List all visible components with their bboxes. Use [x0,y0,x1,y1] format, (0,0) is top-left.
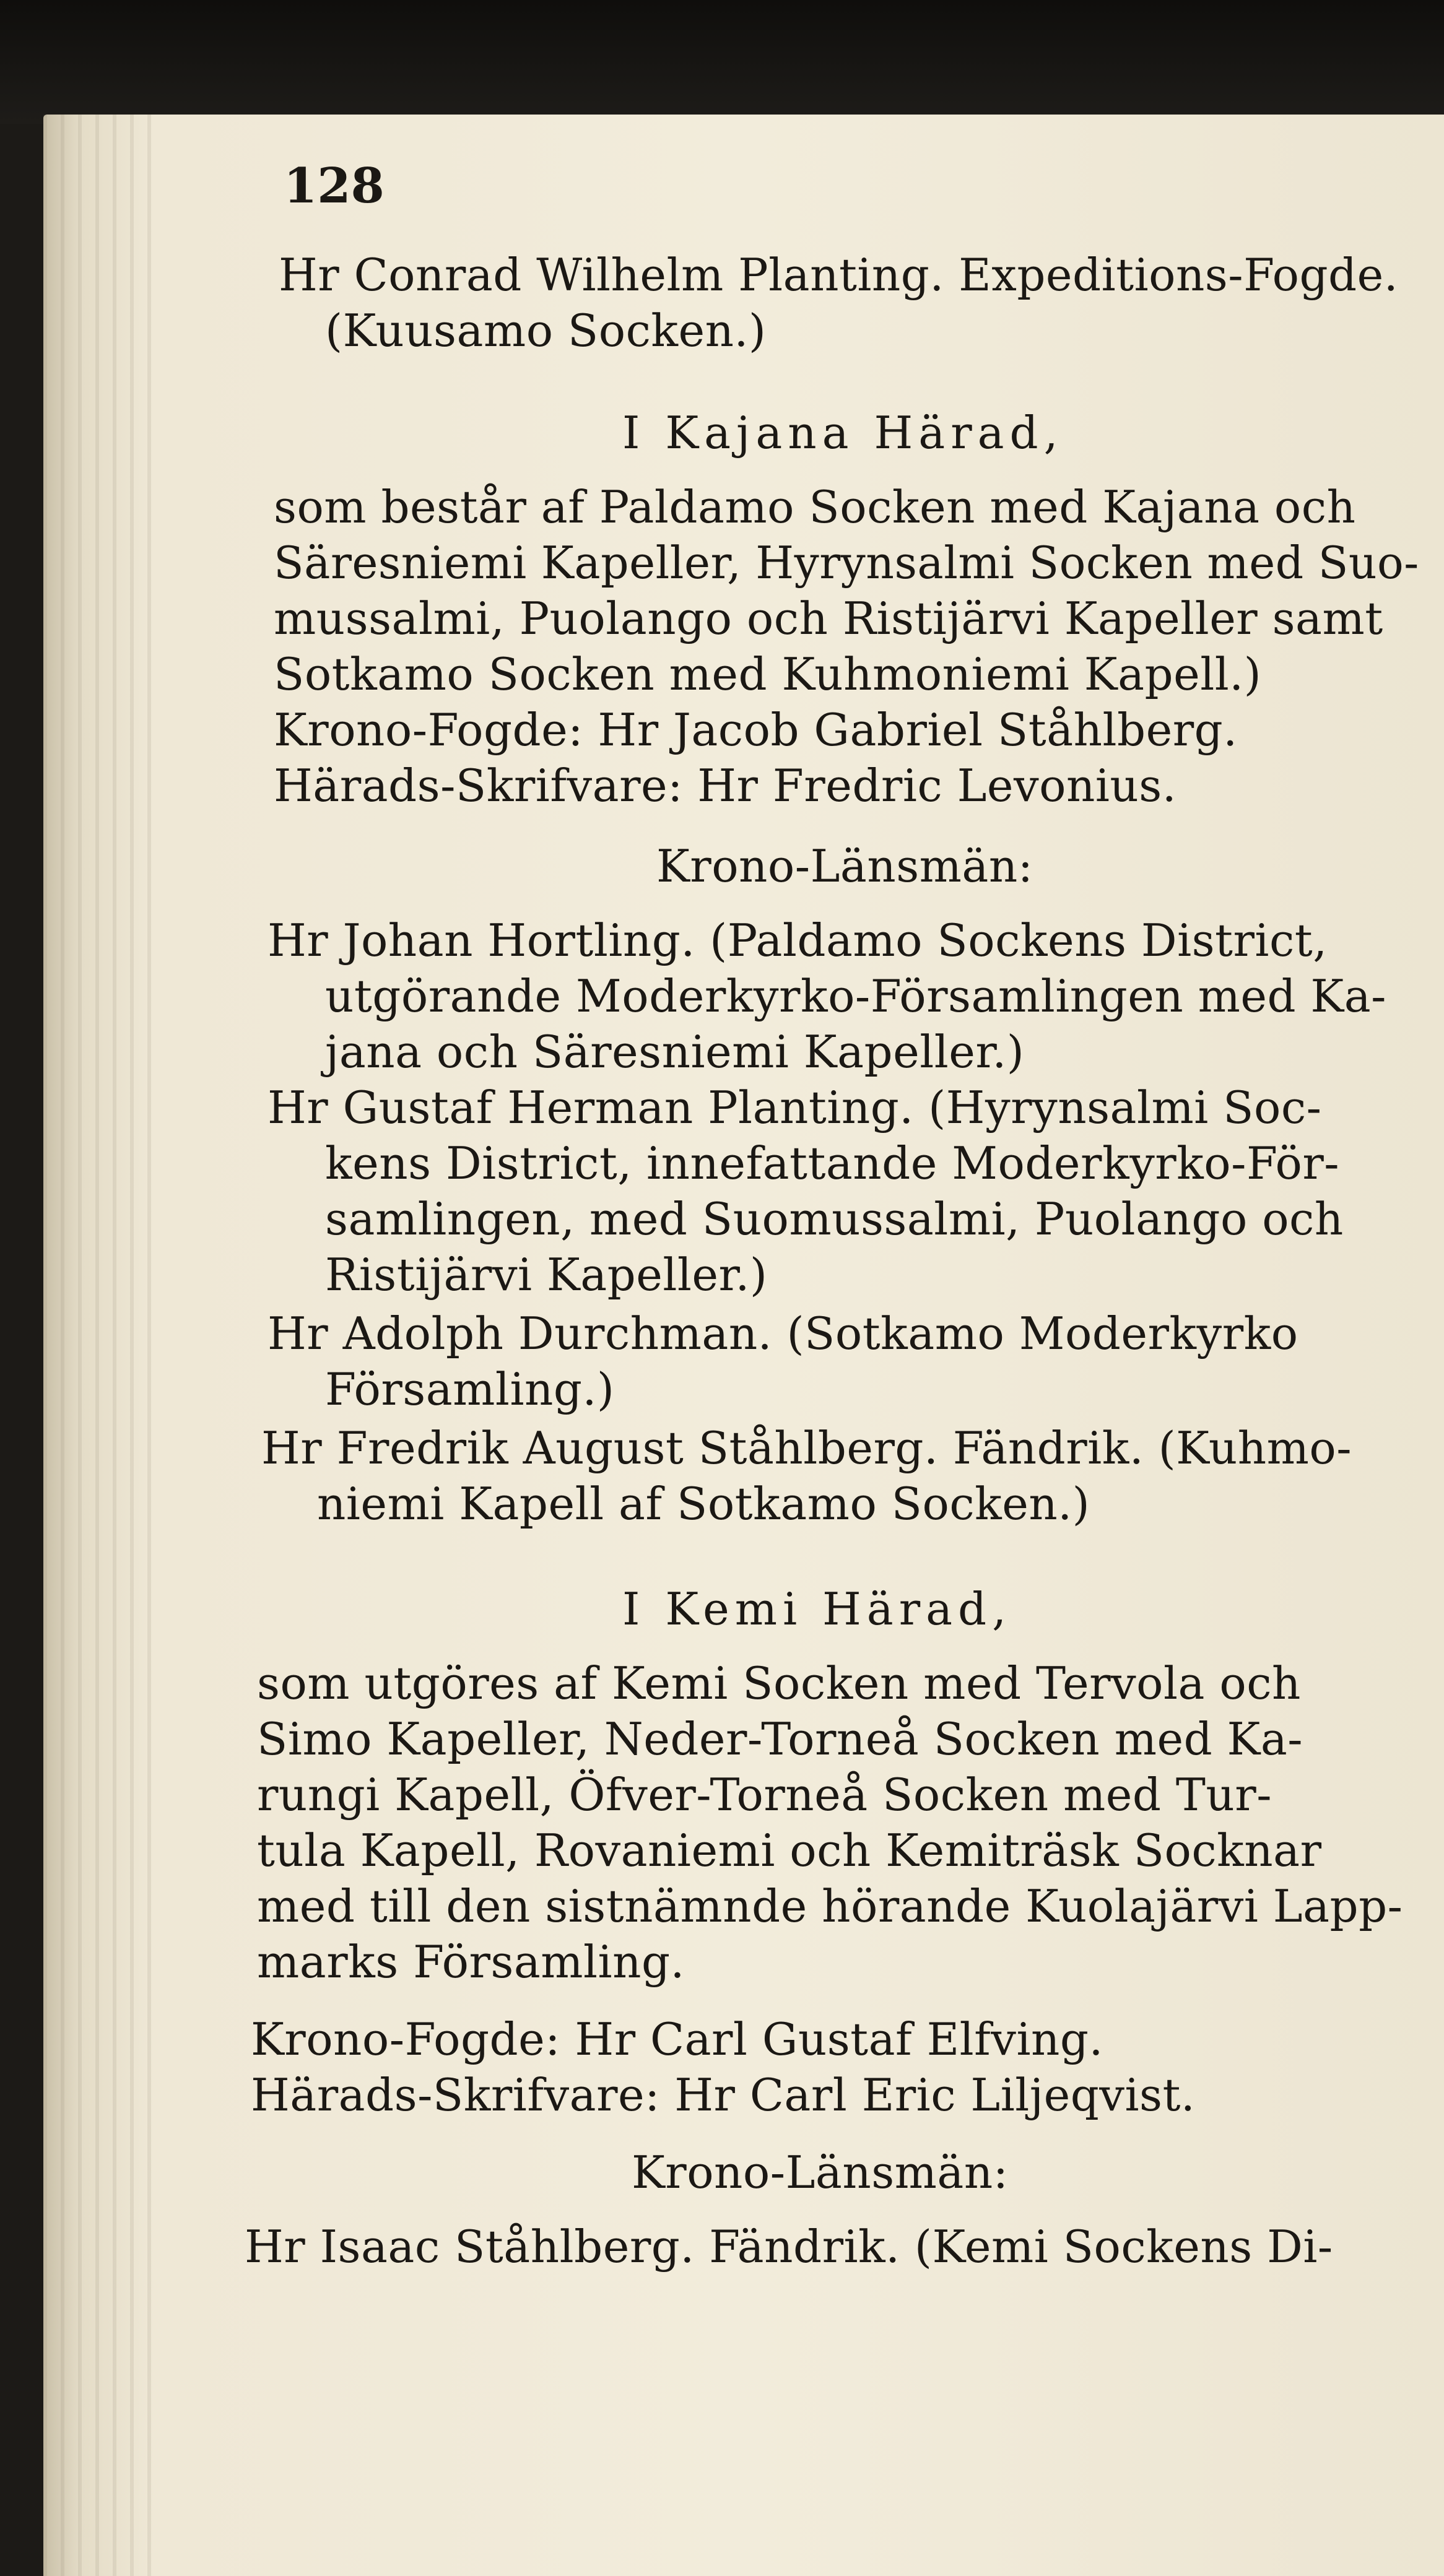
page-edge-shadow [0,0,1444,124]
text-line: Sotkamo Socken med Kuhmoniemi Kapell.) [274,648,1262,700]
text-line: tula Kapell, Rovaniemi och Kemiträsk Socknar [257,1824,1322,1876]
text-line: med till den sistnämnde hörande Kuolajärvi Lapp- [257,1880,1403,1932]
text-line: jana och Säresniemi Kapeller.) [325,1026,1025,1078]
text-line: Hr Gustaf Herman Planting. (Hyrynsalmi Soc- [267,1082,1322,1134]
subheading: Krono-Länsmän: [632,2146,1009,2198]
text-line: Hr Johan Hortling. (Paldamo Sockens District, [267,914,1328,966]
text-line: utgörande Moderkyrko-Församlingen med Ka- [325,970,1386,1022]
text-line: Hr Adolph Durchman. (Sotkamo Moderkyrko [267,1308,1298,1360]
paper-sheet [43,115,1444,2576]
subheading: Krono-Länsmän: [656,840,1033,892]
text-line: kens District, innefattande Moderkyrko-För- [325,1137,1340,1189]
text-line: Ristijärvi Kapeller.) [325,1249,768,1301]
text-line: Krono-Fogde: Hr Carl Gustaf Elfving. [251,2013,1103,2065]
text-line: rungi Kapell, Öfver-Torneå Socken med Tur- [257,1769,1272,1821]
text-line: niemi Kapell af Sotkamo Socken.) [317,1478,1090,1530]
section-heading: I Kemi Härad, [622,1583,1012,1635]
text-line: mussalmi, Puolango och Ristijärvi Kapeller samt [274,592,1383,644]
text-line: Krono-Fogde: Hr Jacob Gabriel Ståhlberg. [274,704,1238,756]
text-line: Härads-Skrifvare: Hr Carl Eric Liljeqvist. [251,2069,1196,2121]
text-line: som utgöres af Kemi Socken med Tervola och [257,1657,1301,1709]
page-number: 128 [284,158,385,214]
text-line: Hr Fredrik August Ståhlberg. Fändrik. (Kuhmo- [261,1422,1352,1474]
text-line: Säresniemi Kapeller, Hyrynsalmi Socken med Suo- [274,537,1419,589]
text-line: Hr Isaac Ståhlberg. Fändrik. (Kemi Sockens Di- [245,2221,1333,2273]
text-line: Simo Kapeller, Neder-Torneå Socken med Ka- [257,1713,1303,1765]
text-line: marks Församling. [257,1936,685,1988]
text-line: Hr Conrad Wilhelm Planting. Expeditions-Fogde. [279,249,1399,301]
text-line: (Kuusamo Socken.) [325,305,767,357]
text-line: som består af Paldamo Socken med Kajana och [274,481,1356,533]
text-line: Församling.) [325,1363,615,1415]
text-line: Härads-Skrifvare: Hr Fredric Levonius. [274,760,1177,812]
section-heading: I Kajana Härad, [622,407,1064,459]
page-text [43,115,1444,2576]
text-line: samlingen, med Suomussalmi, Puolango och [325,1193,1344,1245]
